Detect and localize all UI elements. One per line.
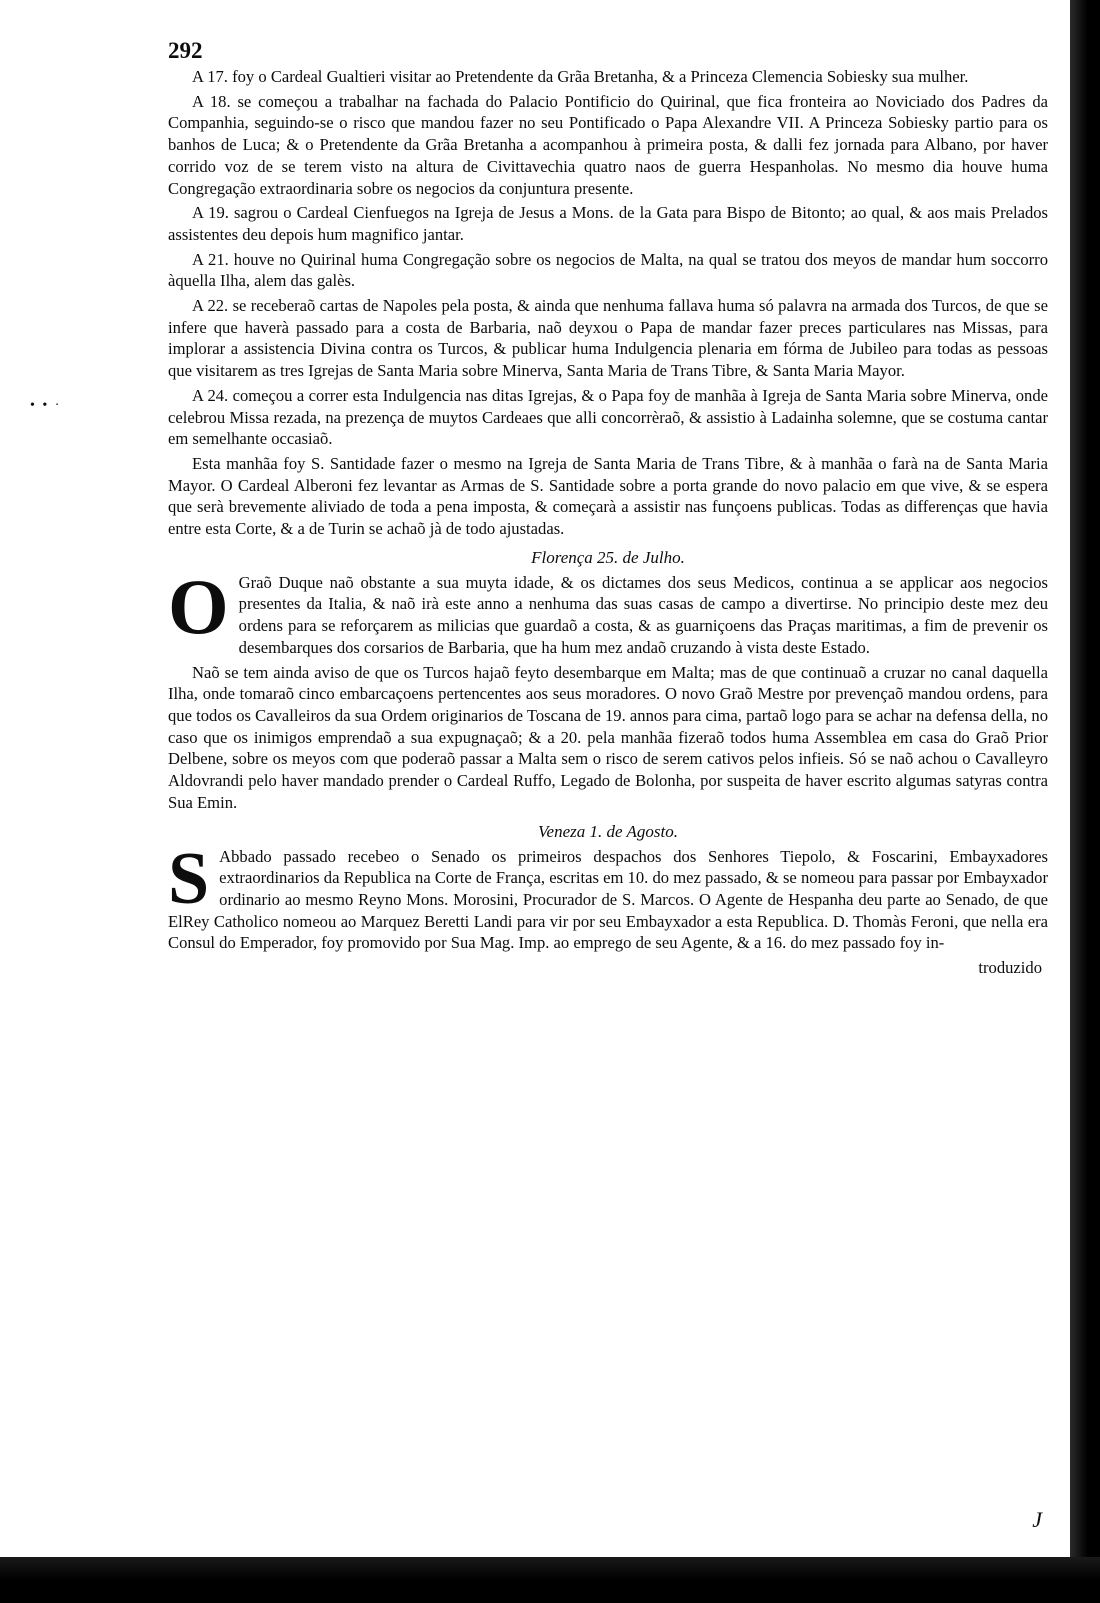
paragraph-2: A 18. se começou a trabalhar na fachada do Palacio Pontificio do Quirinal, que fica fronteira ao Noviciado dos Padres da Companhia, seguindo-se o risco que mandou fazer no seu Pontificado o Papa Alexandre VII. A Princeza Sobiesky partio para os banhos de Luca; & o Pretendente da Grãa Bretanha a acompanhou à primeira posta, & dalli fez jornada para Albano, por haver corrido voz de se terem visto na altura de Civittavechia quatro naos de guerra Hespanholas. No mesmo dia houve huma Congregação extraordinaria sobre os negocios da conjuntura presente. <box>168 91 1048 198</box>
dateline-florenca: Florença 25. de Julho. <box>531 547 685 567</box>
paragraph-1: A 17. foy o Cardeal Gualtieri visitar ao Pretendente da Grãa Bretanha, & a Princeza Clemencia Sobiesky sua mulher. <box>192 67 969 86</box>
dropcap-o: O <box>168 562 229 650</box>
page-text <box>168 38 1048 979</box>
paragraph-5: A 22. se receberaõ cartas de Napoles pela posta, & ainda que nenhuma fallava huma só palavra na armada dos Turcos, de que se infere que haverà passado para a costa de Barbaria, naõ deyxou o Papa de mandar fazer preces particulares nas Missas, para implorar a assistencia Divina contra os Turcos, & publicar huma Indulgencia plenaria em fórma de Jubileo para todas as pessoas que visitarem as tres Igrejas de Santa Maria sobre Minerva, Santa Maria de Trans Tibre, & Santa Maria Mayor. <box>168 296 1048 381</box>
page-edge-bottom-shadow <box>0 1557 1100 1603</box>
dropcap-s: S <box>168 837 210 920</box>
veneza-paragraph <box>168 837 1048 955</box>
florenca-paragraph-1-text: Graõ Duque naõ obstante a sua muyta idade, & os dictames dos seus Medicos, continua a se applicar aos negocios presentes da Italia, & naõ irà este anno a nenhuma das suas casas de campo a divertirse. No principio deste mez deu ordens para se reforçarem as milicias que guardaõ a costa, & as guarniçoens das Praças maritimas, a fim de prevenir os desembarques dos corsarios de Barbaria, que ha hum mez andaõ cruzando à vista deste Estado. <box>238 572 1048 657</box>
paragraph-7: Esta manhãa foy S. Santidade fazer o mesmo na Igreja de Santa Maria de Trans Tibre, & à manhãa o farà na de Santa Maria Mayor. O Cardeal Alberoni fez levantar as Armas de S. Santidade sobre a porta grande do novo palacio em que vive, & se espera que serà brevemente aliviado de toda a pena imposta, & começarà a assistir nas funçoens publicas. Todas as differenças que havia entre esta Corte, & a de Turin se achaõ jà de todo ajustadas. <box>168 453 1048 539</box>
margin-mark: • • · <box>30 398 62 413</box>
corner-mark: J <box>1032 1507 1042 1532</box>
florenca-paragraph-1 <box>168 562 1048 659</box>
paragraph-3: A 19. sagrou o Cardeal Cienfuegos na Igreja de Jesus a Mons. de la Gata para Bispo de Bitonto; ao qual, & aos mais Prelados assistentes deu depois hum magnifico jantar. <box>168 203 1048 244</box>
page-number: 292 <box>168 38 203 63</box>
florenca-paragraph-2: Naõ se tem ainda aviso de que os Turcos hajaõ feyto desembarque em Malta; mas de que continuaõ a cruzar no canal daquella Ilha, onde tomaraõ cinco embarcaçoens pertencentes aos seus moradores. O novo Graõ Mestre por prevençaõ mandou ordens, para que todos os Cavalleiros da sua Ordem originarios de Toscana de 19. annos para cima, partaõ logo para se achar na defensa della, no caso que os inimigos emprendaõ a sua expugnaçaõ; & a 20. pela manhãa fizeraõ todos huma Assemblea em casa do Graõ Prior Delbene, sobre os meyos com que poderaõ passar a Malta sem o risco de serem cativos pelos infieis. Só se naõ achou o Cavalleyro Aldovrandi pelo haver mandado prender o Cardeal Ruffo, Legado de Bolonha, por suspeita de haver escrito algumas satyras contra Sua Emin. <box>168 662 1048 812</box>
page-edge-right-shadow <box>1070 0 1100 1603</box>
catchword: troduzido <box>978 958 1042 978</box>
veneza-paragraph-text: Abbado passado recebeo o Senado os primeiros despachos dos Senhores Tiepolo, & Foscarini, Embayxadores extraordinarios da Republica na Corte de França, escritas em 10. do mez passado, & se nomeou para passar por Embayxador ordinario ao mesmo Reyno Mons. Morosini, Procurador de S. Marcos. O Agente de Hespanha deu parte ao Senado, de que ElRey Catholico nomeou ao Marquez Beretti Landi para vir por seu Embayxador a esta Republica. D. Thomàs Feroni, que nella era Consul do Emperador, foy promovido por Sua Mag. Imp. ao emprego de seu Agente, & a 16. do mez passado foy in- <box>168 846 1048 953</box>
paragraph-6: A 24. começou a correr esta Indulgencia nas ditas Igrejas, & o Papa foy de manhãa à Igreja de Santa Maria sobre Minerva, onde celebrou Missa rezada, na prezença de muytos Cardeaes que alli concorrèraõ, & assistio à Ladainha solemne, que se costuma cantar em semelhante occasiaõ. <box>168 385 1048 449</box>
paragraph-4: A 21. houve no Quirinal huma Congregação sobre os negocios de Malta, na qual se tratou dos meyos de mandar hum soccorro àquella Ilha, alem das galès. <box>168 249 1048 291</box>
dateline-veneza: Veneza 1. de Agosto. <box>538 821 678 841</box>
